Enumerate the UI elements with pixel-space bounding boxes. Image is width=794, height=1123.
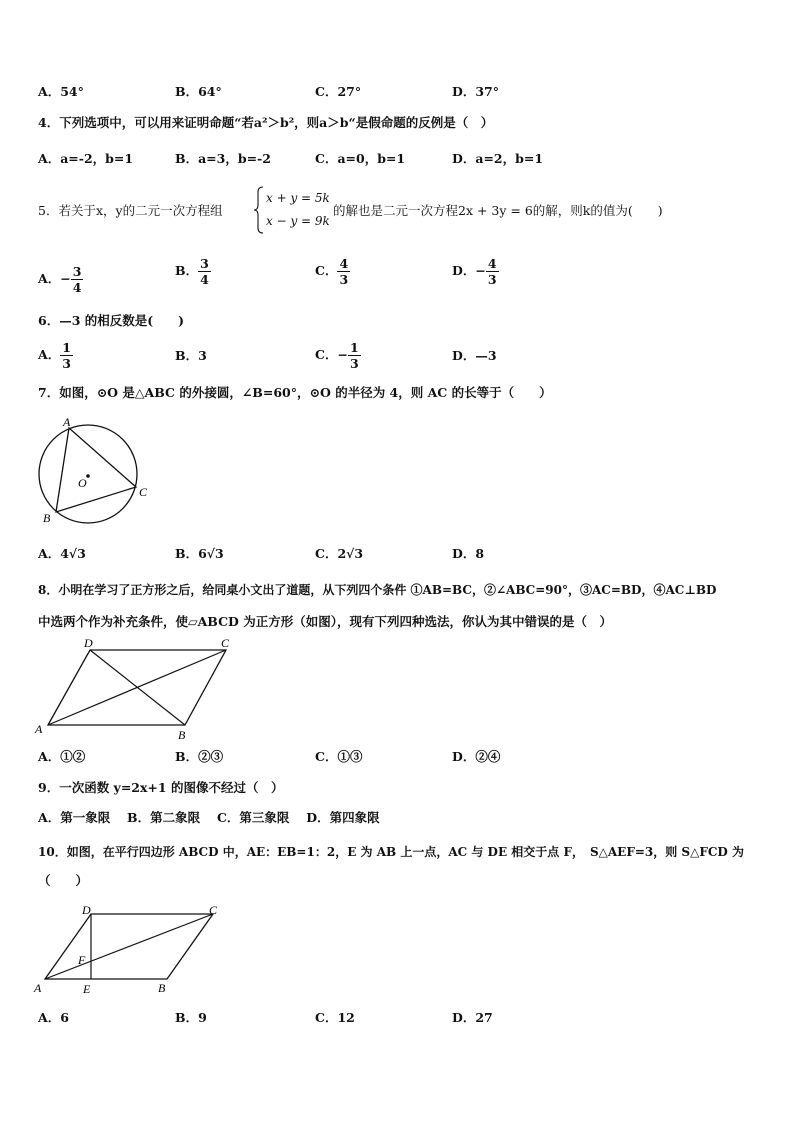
q8-option-a: A．①② xyxy=(38,749,86,764)
q5-option-b: B． $\frac{3}{4}$ xyxy=(175,256,209,287)
q4-option-d: D．a=2，b=1 xyxy=(452,151,544,166)
label-b: B xyxy=(178,728,186,742)
q3-option-b: B．64° xyxy=(175,84,222,99)
label-a: A xyxy=(63,415,71,429)
parallelogram-diagram xyxy=(30,634,245,742)
q8-figure xyxy=(30,634,245,742)
diagonal-ac xyxy=(45,914,213,979)
q6-option-b: B．3 xyxy=(175,348,207,363)
circumcircle-diagram xyxy=(30,412,160,527)
q3-option-a: A．54° xyxy=(38,84,84,99)
q7-option-a: A．4√3 xyxy=(38,546,86,561)
circle-o xyxy=(39,425,137,523)
q7-option-c: C．2√3 xyxy=(315,546,364,561)
label-c: C xyxy=(139,485,148,499)
q8-option-b: B．②③ xyxy=(175,749,224,764)
label-d: D xyxy=(84,636,93,650)
q8-stem-line1: 8．小明在学习了正方形之后，给同桌小文出了道题，从下列四个条件 ①AB=BC，②∠ABC=90°，③AC=BD，④AC⊥BD xyxy=(38,583,717,597)
q10-option-a: A．6 xyxy=(38,1010,69,1025)
q10-figure xyxy=(30,902,230,998)
q7-option-b: B．6√3 xyxy=(175,546,224,561)
parallelogram-def-diagram xyxy=(30,902,230,998)
label-f: F xyxy=(78,953,86,967)
q10-option-b: B．9 xyxy=(175,1010,207,1025)
q6-option-c: C．− $\frac{1}{3}$ xyxy=(315,340,359,371)
q8-option-d: D．②④ xyxy=(452,749,501,764)
q4-stem: 4．下列选项中，可以用来证明命题“若a²＞b²，则a＞b“是假命题的反例是（ ） xyxy=(38,115,494,130)
q5-stem-post: 的解也是二元一次方程2x + 3y = 6的解，则k的值为( ) xyxy=(333,203,663,218)
label-c: C xyxy=(221,636,230,650)
q8-option-c: C．①③ xyxy=(315,749,363,764)
label-b: B xyxy=(158,981,166,995)
q7-stem: 7．如图，⊙O 是△ABC 的外接圆，∠B=60°，⊙O 的半径为 4，则 AC 的长等于（ ） xyxy=(38,385,552,400)
q7-option-d: D．8 xyxy=(452,546,485,561)
q6-option-d: D．—3 xyxy=(452,348,497,363)
label-e: E xyxy=(83,982,91,996)
q6-stem: 6．—3 的相反数是( ) xyxy=(38,313,185,328)
q10-stem: 10．如图，在平行四边形 ABCD 中，AE：EB=1：2，E 为 AB 上一点，AC 与 DE 相交于点 F， S△AEF=3，则 S△FCD 为 xyxy=(38,845,744,859)
label-c: C xyxy=(209,903,218,917)
q9-stem: 9．一次函数 y=2x+1 的图像不经过（ ） xyxy=(38,780,284,795)
q5-equation-system xyxy=(254,186,330,238)
q5-eq1: x + y = 5k xyxy=(266,191,330,205)
label-b: B xyxy=(43,511,51,525)
q4-option-c: C．a=0，b=1 xyxy=(315,151,406,166)
brace-icon xyxy=(254,186,264,234)
q5-stem-pre: 5．若关于x，y的二元一次方程组 xyxy=(38,203,223,218)
label-a: A xyxy=(35,722,43,736)
q4-option-b: B．a=3，b=-2 xyxy=(175,151,271,166)
label-d: D xyxy=(82,903,91,917)
q3-option-c: C．27° xyxy=(315,84,362,99)
label-o: O xyxy=(78,476,87,490)
q6-option-a: A． $\frac{1}{3}$ xyxy=(38,340,71,371)
q5-eq2: x − y = 9k xyxy=(266,214,330,228)
center-point xyxy=(86,474,90,478)
label-a: A xyxy=(34,981,42,995)
q7-figure xyxy=(30,412,160,527)
q4-option-a: A．a=-2，b=1 xyxy=(38,151,134,166)
q5-option-c: C． $\frac{4}{3}$ xyxy=(315,256,349,287)
q9-options: A．第一象限 B．第二象限 C．第三象限 D．第四象限 xyxy=(38,810,380,825)
q3-option-d: D．37° xyxy=(452,84,499,99)
q10-stem-line2: （ ） xyxy=(38,873,89,888)
q5-option-d: D．− $\frac{4}{3}$ xyxy=(452,256,497,287)
q5-option-a: A．− $\frac{3}{4}$ xyxy=(38,264,82,295)
diagonal-bd xyxy=(90,650,185,725)
q8-stem-line2: 中选两个作为补充条件，使▱ABCD 为正方形（如图），现有下列四种选法，你认为其中错误的是（ ） xyxy=(38,614,613,629)
q10-option-c: C．12 xyxy=(315,1010,355,1025)
q10-option-d: D．27 xyxy=(452,1010,493,1025)
